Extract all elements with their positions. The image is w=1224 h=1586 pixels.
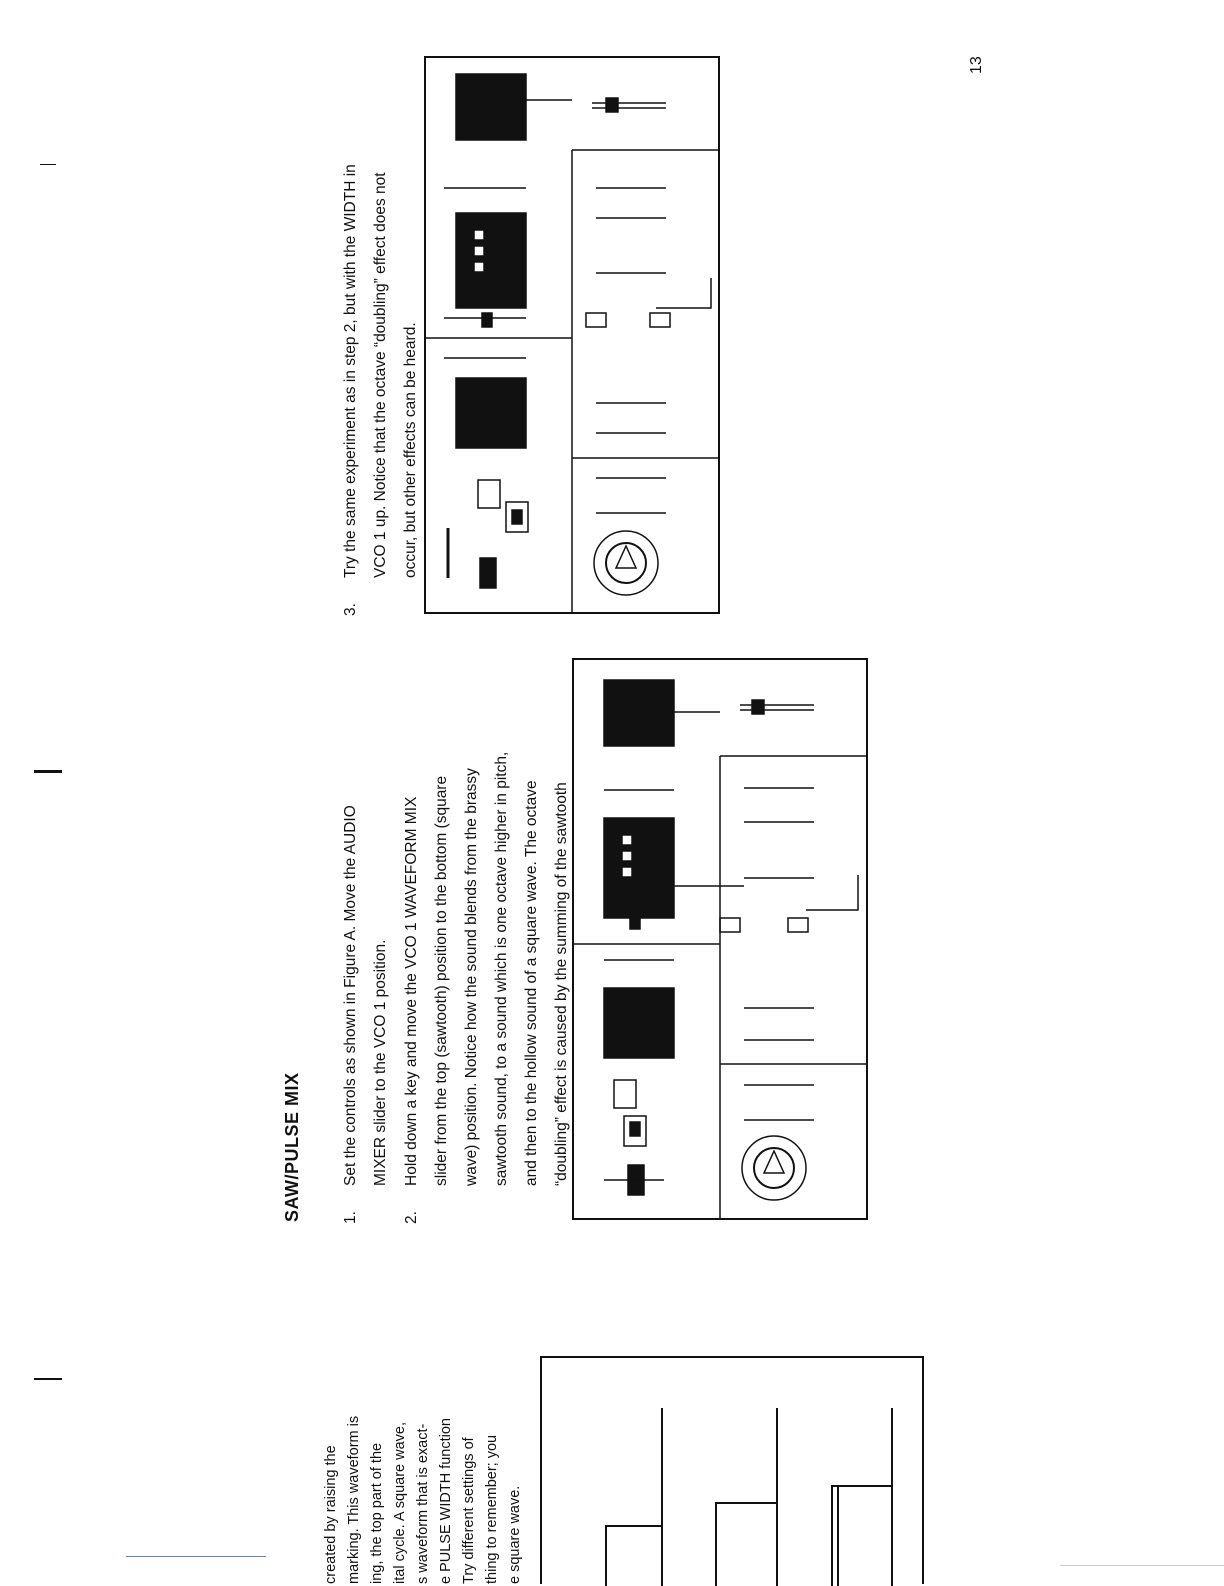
waveform-figure	[540, 1356, 924, 1584]
step-1-line: MIXER slider to the VCO 1 position.	[372, 939, 389, 1186]
step-3-line: Try the same experiment as in step 2, but with the WIDTH in	[342, 164, 359, 578]
left-text-line: ital cycle. A square wave,	[392, 1422, 408, 1584]
control-panel-figure-b	[572, 658, 868, 1220]
left-text-line: thing to remember; you	[484, 1434, 500, 1584]
scan-mark	[40, 164, 56, 165]
scan-mark	[34, 1378, 62, 1380]
step-1-line: Set the controls as shown in Figure A. Move the AUDIO	[342, 805, 359, 1186]
left-column-text	[320, 1416, 527, 1584]
left-text-line: e square wave.	[507, 1485, 523, 1584]
left-text-line: s waveform that is exact-	[415, 1423, 431, 1584]
left-text-line: e PULSE WIDTH function	[438, 1418, 454, 1584]
step-3-line: VCO 1 up. Notice that the octave “doubling” effect does not	[372, 172, 389, 578]
pulse-waveform-icon	[542, 1358, 926, 1586]
step-3-line: occur, but other effects can be heard.	[402, 322, 419, 578]
scan-mark	[34, 770, 62, 773]
left-text-line: marking. This waveform is	[346, 1415, 362, 1584]
step-3-number: 3.	[342, 603, 359, 616]
step-2-line: Hold down a key and move the VCO 1 WAVEFORM MIX	[403, 796, 420, 1186]
edge-line	[1060, 1565, 1224, 1566]
left-text-line: created by raising the	[323, 1445, 339, 1584]
panel-graphic	[426, 58, 722, 616]
left-text-line: ing, the top part of the	[369, 1442, 385, 1584]
underline-mark	[126, 1556, 266, 1557]
step-2-line: and then to the hollow sound of a square wave. The octave	[523, 780, 540, 1186]
left-text-line: Try different settings of	[461, 1437, 477, 1584]
step-2-line: wave) position. Notice how the sound blends from the brassy	[463, 768, 480, 1186]
panel-graphic	[574, 660, 870, 1222]
control-panel-figure-a	[424, 56, 720, 614]
step-2-line: “doubling” effect is caused by the summing of the sawtooth	[553, 782, 570, 1186]
step-2-line: sawtooth sound, to a sound which is one octave higher in pitch,	[493, 751, 510, 1186]
page-number: 13	[968, 56, 985, 74]
step-1-number: 1.	[342, 1211, 359, 1224]
section-title: SAW/PULSE MIX	[282, 1072, 302, 1222]
step-2-number: 2.	[403, 1211, 420, 1224]
step-2-line: slider from the top (sawtooth) position to the bottom (square	[433, 775, 450, 1186]
